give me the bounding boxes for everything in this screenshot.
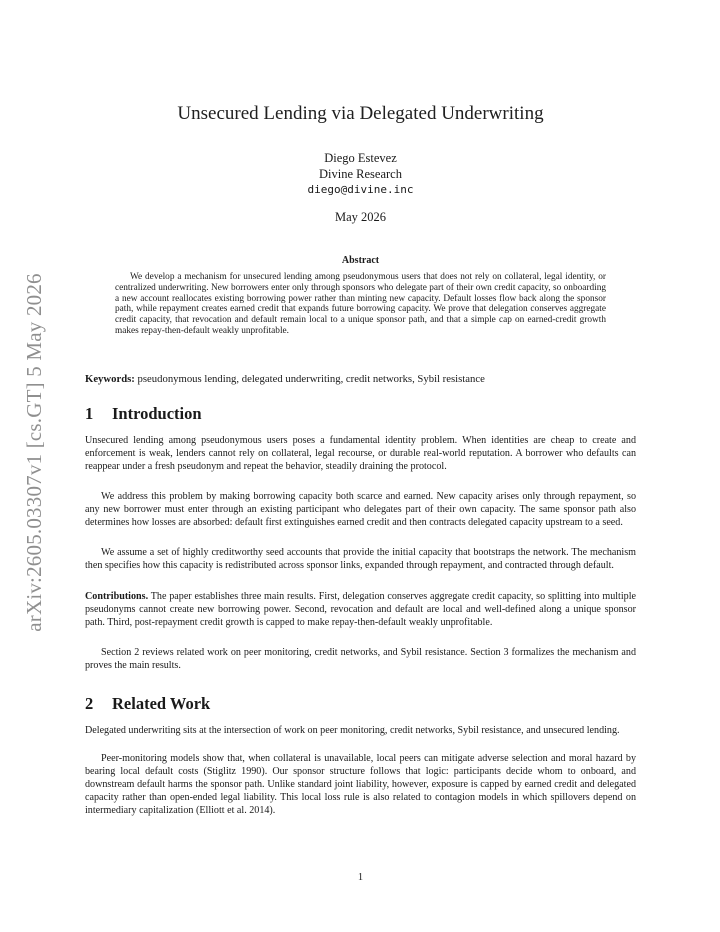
intro-paragraph-1: Unsecured lending among pseudonymous users poses a fundamental identity problem. When identities are cheap to create and enforcement is weak, lenders cannot rely on collateral, legal recourse, or durable real-world reputation. A borrower who defaults can reappear under a fresh pseudonym and repeat the behavior, steadily draining the protocol. [85, 435, 636, 472]
author-affiliation: Divine Research [319, 167, 402, 181]
keywords-line [85, 373, 636, 386]
intro-paragraph-2: We address this problem by making borrowing capacity both scarce and earned. New capacity arises only through repayment, so any new borrower must enter through an existing participant who delegates part of their own capacity. The same sponsor path also determines how losses are absorbed: default first extinguishes earned credit and then contracts delegated capacity upstream to a seed. [85, 491, 636, 528]
related-paragraph-1: Delegated underwriting sits at the intersection of work on peer monitoring, credit networks, Sybil resistance, and unsecured lending. [85, 725, 620, 736]
section-number: 2 [85, 694, 94, 713]
related-paragraph-2: Peer-monitoring models show that, when collateral is unavailable, local peers can mitigate adverse selection and moral hazard by bearing local default costs (Stiglitz 1990). Our sponsor structure follows that logic: participants decide whom to onboard, and downstream default harms the sponsor path. Unlike standard joint liability, however, exposure is capped by earned credit and delegated capacity rather than open-ended legal liability. This local loss rule is also related to contagion models in which spillovers depend on intermediary capitalization (Elliott et al. 2014). [85, 753, 636, 816]
section-number: 1 [85, 404, 94, 423]
contributions-text: The paper establishes three main results. First, delegation conserves aggregate credit capacity, so splitting into multiple pseudonyms cannot create new borrowing power. Second, revocation and default are local and well-defined along a unique sponsor path. Third, post-repayment credit growth is capped to make repay-then-default weakly unprofitable. [85, 591, 637, 628]
section-heading-related-work [85, 694, 210, 714]
contributions-label: Contributions. [85, 591, 149, 602]
keywords-label: Keywords: [85, 373, 135, 385]
author-email: diego@divine.inc [307, 183, 414, 196]
abstract-heading: Abstract [341, 255, 380, 266]
section-heading-introduction [85, 404, 202, 424]
arxiv-identifier-stamp [14, 262, 54, 642]
section-title: Related Work [112, 694, 211, 713]
intro-paragraph-3: We assume a set of highly creditworthy seed accounts that provide the initial capacity that bootstraps the network. The mechanism then specifies how this capacity is redistributed across sponsor links, expanded through repayment, and contracted through default. [85, 547, 636, 571]
paper-date: May 2026 [334, 210, 387, 224]
author-block [85, 150, 636, 198]
arxiv-identifier-text: arXiv:2605.03307v1 [cs.GT] 5 May 2026 [21, 272, 46, 632]
paper-title: Unsecured Lending via Delegated Underwriting [177, 103, 544, 124]
section-title: Introduction [112, 404, 202, 423]
keywords-text: pseudonymous lending, delegated underwriting, credit networks, Sybil resistance [137, 373, 485, 385]
page-number: 1 [357, 872, 364, 883]
contributions-paragraph [85, 591, 636, 630]
intro-paragraph-closing: Section 2 reviews related work on peer monitoring, credit networks, and Sybil resistance. Section 3 formalizes the mechanism and proves the main results. [85, 647, 636, 671]
author-name: Diego Estevez [324, 151, 397, 165]
abstract-text: We develop a mechanism for unsecured lending among pseudonymous users that does not rely on collateral, legal identity, or centralized underwriting. New borrowers enter only through sponsors who delegate part of their own credit capacity, so onboarding a new account reallocates existing borrowing power rather than minting new capacity. Default losses flow back along the sponsor path, while repayment creates earned credit that expands future borrowing capacity. We prove that delegation conserves aggregate credit capacity, that revocation and default remain local to a unique sponsor path, and that a simple cap on earned-credit growth makes repay-then-default weakly unprofitable. [115, 272, 606, 336]
